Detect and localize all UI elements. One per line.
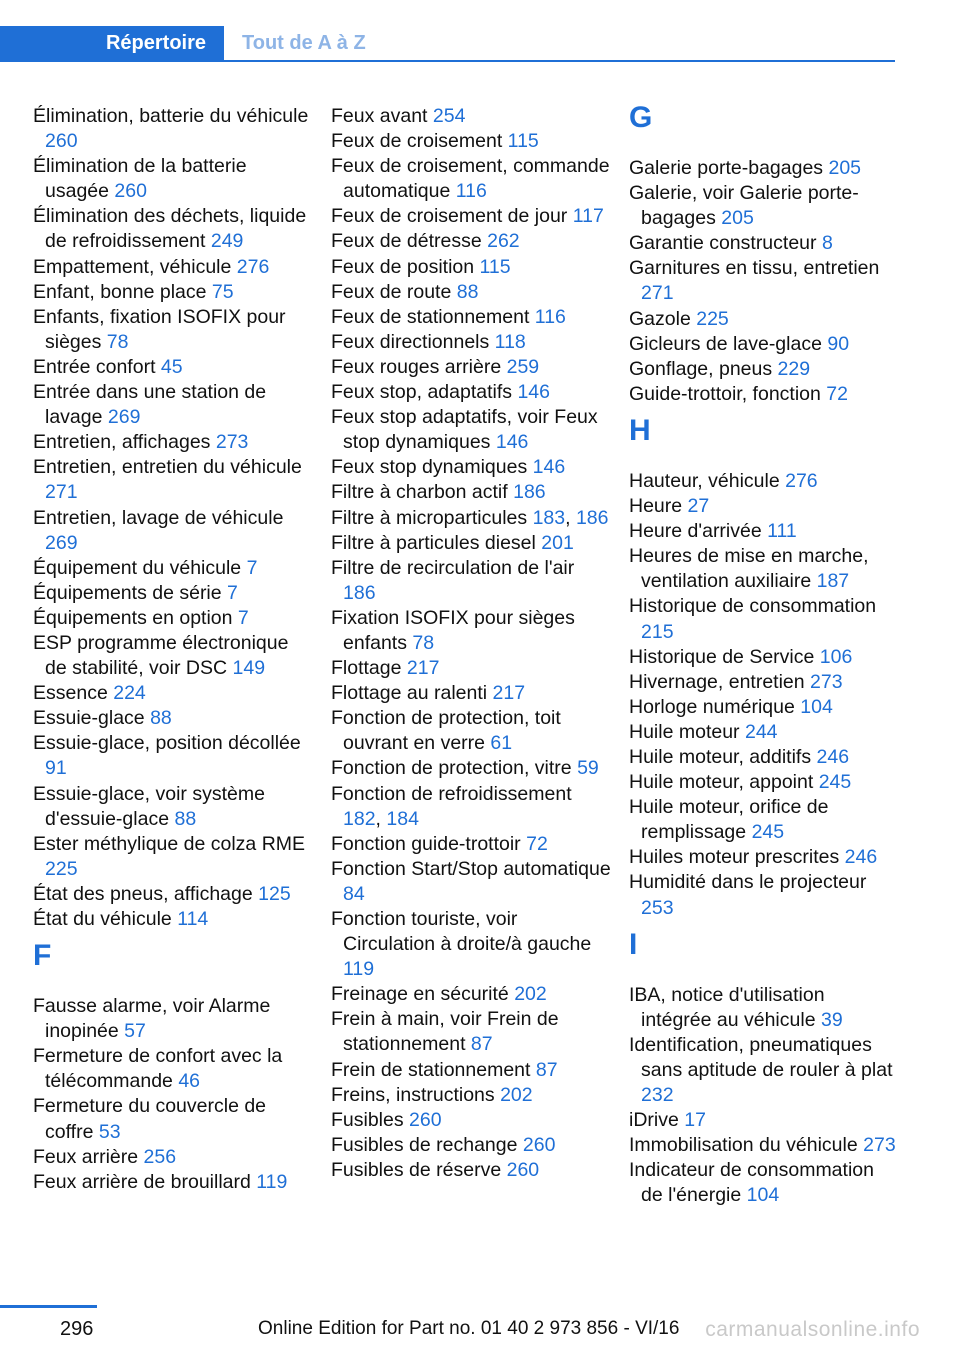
entry-text: Équipements de série <box>33 581 222 604</box>
index-entry <box>629 1158 899 1208</box>
page-link[interactable]: 246 <box>844 846 878 869</box>
index-entry <box>33 556 313 581</box>
page-link[interactable]: 90 <box>827 332 850 355</box>
entry-text: Indicateur de consommation de l'énergie <box>629 1159 874 1207</box>
index-entry <box>629 695 899 720</box>
entry-text: Flottage <box>331 657 402 680</box>
entry-text: Empattement, véhicule <box>33 255 232 278</box>
page-link[interactable]: 215 <box>641 620 674 643</box>
index-entry <box>33 255 313 280</box>
index-entry <box>33 782 313 832</box>
index-entry <box>629 1108 899 1133</box>
section-letter: H <box>629 413 651 447</box>
page-link[interactable]: 245 <box>751 821 785 844</box>
index-entry <box>33 1145 313 1170</box>
entry-text: Fonction touriste, voir Circulation à droite/à gauche <box>331 908 592 956</box>
index-entry <box>629 1033 899 1108</box>
entry-text: ESP programme électronique de stabilité, voir DSC <box>33 631 289 680</box>
index-entry <box>331 305 611 330</box>
index-entry <box>331 1058 611 1083</box>
page-link[interactable]: 260 <box>506 1158 540 1181</box>
index-entry <box>33 731 313 781</box>
page-link[interactable]: 7 <box>246 556 258 579</box>
entry-text: Feux stop dynamiques <box>331 456 528 479</box>
page-link[interactable]: 269 <box>107 406 141 429</box>
index-entry <box>629 845 899 870</box>
page-link[interactable]: 7 <box>237 606 249 629</box>
index-entry <box>331 1133 611 1158</box>
index-column-2 <box>331 104 611 1183</box>
page-link[interactable]: 273 <box>215 431 249 454</box>
entry-text: Fonction de protection, toit ouvrant en verre <box>331 707 561 755</box>
entry-text: Feux stop, adaptatifs <box>331 381 513 404</box>
page-link[interactable]: 276 <box>785 469 818 492</box>
entry-text: Équipements en option <box>33 606 233 629</box>
entry-text: Heure d'arrivée <box>629 520 762 543</box>
index-entry <box>331 104 611 129</box>
page-link[interactable]: 187 <box>816 570 850 593</box>
page-link[interactable]: 115 <box>479 255 511 278</box>
index-entry <box>331 154 611 204</box>
entry-text: Identification, pneumatiques sans aptitude de rouler à plat <box>629 1033 893 1081</box>
entry-text: Huile moteur, additifs <box>629 745 812 768</box>
entry-text: Feux rouges arrière <box>331 355 502 378</box>
entry-text: Feux arrière de brouillard <box>33 1170 251 1193</box>
index-entry <box>331 832 611 857</box>
entry-text: Freins, instructions <box>331 1083 495 1106</box>
entry-text: Galerie, voir Galerie porte-bagages <box>629 182 859 230</box>
page-link[interactable]: 276 <box>236 255 270 278</box>
page-link[interactable]: 271 <box>45 481 78 504</box>
index-entry <box>33 154 313 204</box>
index-entry <box>629 720 899 745</box>
page-link[interactable]: 88 <box>456 280 479 303</box>
entry-text: État du véhicule <box>33 908 172 930</box>
entry-text: Fusibles de rechange <box>331 1133 518 1156</box>
page-link[interactable]: 146 <box>495 431 529 454</box>
index-entry <box>331 405 611 455</box>
index-entry <box>33 280 313 305</box>
page-link[interactable]: 232 <box>641 1084 674 1106</box>
index-entry <box>331 982 611 1007</box>
index-entry <box>331 1007 611 1057</box>
index-entry <box>33 581 313 606</box>
footer-rule <box>0 1305 97 1308</box>
entry-text: Ester méthylique de colza RME <box>33 832 306 855</box>
entry-text: Frein de stationnement <box>331 1058 531 1081</box>
index-entry <box>331 606 611 656</box>
entry-text: Filtre à microparticules <box>331 506 528 529</box>
entry-text: Fonction de refroidissement <box>331 782 572 805</box>
page-link[interactable]: 205 <box>828 157 862 179</box>
entry-text: Élimination, batterie du véhicule <box>33 105 309 127</box>
page-link[interactable]: 256 <box>143 1145 177 1168</box>
page-link[interactable]: 269 <box>45 531 78 554</box>
entry-text: Enfants, fixation ISOFIX pour sièges <box>33 305 286 353</box>
entry-text: État des pneus, affichage <box>33 882 253 905</box>
page-link[interactable]: 88 <box>150 707 172 730</box>
index-entry <box>331 255 611 280</box>
entry-text: Frein à main, voir Frein de stationnement <box>331 1008 559 1056</box>
index-entry <box>331 756 611 781</box>
header-bar <box>0 26 895 62</box>
entry-text: IBA, notice d'utilisation intégrée au véhicule <box>629 983 825 1031</box>
entry-text: Fonction de protection, vitre <box>331 757 572 780</box>
entry-text: Gicleurs de lave-glace <box>629 332 822 355</box>
entry-text: Essence <box>33 682 108 705</box>
index-entry <box>331 556 611 606</box>
page-link[interactable]: 186 <box>575 506 609 529</box>
page-link[interactable]: 116 <box>455 180 487 203</box>
entry-text: Entrée dans une station de lavage <box>33 381 267 429</box>
entry-text: Gonflage, pneus <box>629 357 773 380</box>
entry-text: Feux de route <box>331 280 452 303</box>
page-link[interactable]: 273 <box>863 1134 896 1157</box>
index-entry <box>33 1170 313 1195</box>
page-link[interactable]: 114 <box>177 908 209 930</box>
page-link[interactable]: 246 <box>816 745 850 768</box>
page-link[interactable]: 17 <box>684 1109 706 1132</box>
index-entry <box>331 706 611 756</box>
page-link[interactable]: 183 <box>532 506 566 529</box>
index-entry <box>629 795 899 845</box>
index-entry <box>33 455 313 505</box>
tab-repertoire[interactable]: Répertoire <box>0 26 224 61</box>
page-link[interactable]: 118 <box>494 330 526 353</box>
page-link[interactable]: 271 <box>641 282 674 305</box>
entry-text: Historique de Service <box>629 645 815 668</box>
page-link[interactable]: 117 <box>572 205 604 228</box>
page-link[interactable]: 104 <box>746 1184 780 1207</box>
page-link[interactable]: 245 <box>818 771 852 794</box>
header-rule <box>0 60 895 62</box>
page-link[interactable]: 75 <box>211 280 234 303</box>
entry-text: Huiles moteur prescrites <box>629 846 840 869</box>
page-link[interactable]: 224 <box>113 682 146 705</box>
index-entry <box>33 907 313 932</box>
index-entry <box>331 656 611 681</box>
page-link[interactable]: 8 <box>821 232 833 255</box>
page-link[interactable]: 146 <box>517 381 550 404</box>
entry-text: Entrée confort <box>33 355 156 378</box>
page-link[interactable]: 254 <box>432 105 466 127</box>
entry-text: Fusibles <box>331 1108 404 1131</box>
entry-text: Enfant, bonne place <box>33 280 207 303</box>
entry-text: Gazole <box>629 307 691 330</box>
page-link[interactable]: 253 <box>641 896 674 919</box>
index-entry <box>331 355 611 380</box>
tab-tout-de-a-a-z[interactable]: Tout de A à Z <box>242 32 366 54</box>
entry-text: Freinage en sécurité <box>331 983 509 1006</box>
page-link[interactable]: 53 <box>98 1120 121 1143</box>
index-entry <box>629 332 899 357</box>
entry-text: Feux de croisement, commande automatique <box>331 155 610 203</box>
page-link[interactable]: 72 <box>826 382 848 405</box>
index-entry <box>629 156 899 181</box>
page-link[interactable]: 46 <box>178 1070 201 1093</box>
page-link[interactable]: 182 <box>343 807 376 830</box>
page-link[interactable]: 91 <box>45 757 67 780</box>
index-entry: Filtre à microparticules 183, 186 <box>331 506 609 529</box>
index-entry <box>331 229 611 254</box>
index-entry <box>629 469 899 494</box>
index-entry <box>33 994 313 1044</box>
entry-text: Filtre à charbon actif <box>331 481 508 504</box>
page-link[interactable]: 217 <box>406 657 440 680</box>
entry-text: Fermeture du couvercle de coffre <box>33 1095 267 1143</box>
index-entry <box>629 770 899 795</box>
index-entry <box>33 104 313 154</box>
page-link[interactable]: 217 <box>492 682 526 705</box>
entry-text: Huile moteur <box>629 720 740 743</box>
page-link[interactable]: 186 <box>343 581 376 604</box>
page-link[interactable]: 72 <box>526 832 548 855</box>
page-link[interactable]: 59 <box>577 757 599 780</box>
index-entry <box>629 870 899 920</box>
page-link[interactable]: 27 <box>687 495 710 518</box>
index-entry <box>331 907 611 982</box>
page-link[interactable]: 260 <box>522 1133 556 1156</box>
entry-text: Feux de stationnement <box>331 305 530 328</box>
entry-text: Immobilisation du véhicule <box>629 1134 858 1157</box>
index-entry <box>629 544 899 594</box>
entry-text: Historique de consommation <box>629 595 877 618</box>
index-entry <box>33 380 313 430</box>
index-entry <box>629 670 899 695</box>
page-link[interactable]: 273 <box>810 670 843 693</box>
index-entry <box>331 480 611 505</box>
index-entry <box>629 594 899 644</box>
index-entry <box>629 494 899 519</box>
index-entry <box>33 204 313 254</box>
index-column-3 <box>629 101 899 1208</box>
index-entry <box>629 645 899 670</box>
entry-text: Huile moteur, appoint <box>629 771 814 794</box>
index-entry <box>331 204 611 229</box>
index-entry <box>331 455 611 480</box>
page-link[interactable]: 45 <box>160 355 183 378</box>
page-link[interactable]: 202 <box>514 983 547 1006</box>
entry-text: Feux de croisement <box>331 130 503 153</box>
page-link[interactable]: 260 <box>409 1108 442 1131</box>
entry-text: Flottage au ralenti <box>331 682 488 705</box>
index-entry <box>331 1158 611 1183</box>
entry-text: Humidité dans le projecteur <box>629 871 867 894</box>
page-link[interactable]: 225 <box>45 857 78 880</box>
page-link[interactable]: 184 <box>386 807 419 830</box>
page-link[interactable]: 186 <box>513 481 546 504</box>
entry-text: Fonction Start/Stop automatique <box>331 857 611 880</box>
page-link[interactable]: 125 <box>258 882 291 905</box>
page-link[interactable]: 205 <box>721 207 754 230</box>
page-link[interactable]: 244 <box>744 720 778 743</box>
page-link[interactable]: 202 <box>500 1083 533 1106</box>
index-entry <box>33 1044 313 1094</box>
page-link[interactable]: 106 <box>819 645 853 668</box>
entry-text: Essuie-glace <box>33 707 145 730</box>
entry-text: Fausse alarme, voir Alarme inopinée <box>33 995 271 1043</box>
index-entry <box>331 1083 611 1108</box>
index-entry <box>629 181 899 231</box>
entry-text: Feux avant <box>331 105 428 127</box>
entry-text: Fusibles de réserve <box>331 1158 502 1181</box>
entry-text: iDrive <box>629 1109 679 1132</box>
index-entry <box>33 681 313 706</box>
index-entry <box>629 519 899 544</box>
entry-text: Filtre de recirculation de l'air <box>331 556 575 579</box>
page-link[interactable]: 88 <box>174 807 197 830</box>
index-entry <box>629 745 899 770</box>
index-entry <box>33 832 313 882</box>
index-entry <box>629 1133 899 1158</box>
page-link[interactable]: 260 <box>45 130 78 153</box>
page-link[interactable]: 111 <box>767 520 797 543</box>
entry-text: Garnitures en tissu, entretien <box>629 257 880 280</box>
entry-text: Guide-trottoir, fonction <box>629 382 821 405</box>
index-column-1 <box>33 104 313 1195</box>
entry-text: Entretien, lavage de véhicule <box>33 506 284 529</box>
entry-text: Feux directionnels <box>331 330 490 353</box>
page-link[interactable]: 201 <box>541 531 574 554</box>
index-entry <box>331 280 611 305</box>
index-entry <box>629 231 899 256</box>
entry-text: Entretien, entretien du véhicule <box>33 456 302 479</box>
entry-text: Huile moteur, orifice de remplissage <box>629 796 829 844</box>
entry-text: Hauteur, véhicule <box>629 469 780 492</box>
entry-text: Feux de détresse <box>331 230 482 253</box>
section-letter: F <box>33 939 52 973</box>
index-entry <box>331 380 611 405</box>
index-entry <box>33 631 313 681</box>
page-link[interactable]: 78 <box>106 330 129 353</box>
index-entry <box>331 531 611 556</box>
page-link[interactable]: 119 <box>343 958 375 981</box>
entry-text: Feux arrière <box>33 1145 139 1168</box>
section-letter: I <box>629 927 638 961</box>
entry-text: Feux de croisement de jour <box>331 205 568 228</box>
page-link[interactable]: 146 <box>532 456 566 479</box>
page-link[interactable]: 249 <box>210 230 244 253</box>
entry-text: Fixation ISOFIX pour sièges enfants <box>331 606 575 654</box>
index-entry <box>331 129 611 154</box>
index-entry <box>33 1094 313 1144</box>
index-entry <box>629 256 899 306</box>
index-entry <box>331 857 611 907</box>
entry-text: Élimination des déchets, liquide de refroidissement <box>33 205 307 253</box>
index-entry <box>331 1108 611 1133</box>
index-entry <box>33 506 313 556</box>
entry-text: Élimination de la batterie usagée <box>33 155 247 203</box>
entry-text: Équipement du véhicule <box>33 556 242 579</box>
page-link[interactable]: 39 <box>820 1008 843 1031</box>
page-link[interactable]: 260 <box>114 180 147 203</box>
entry-text: Feux stop adaptatifs, voir Feux stop dynamiques <box>331 406 598 454</box>
watermark: carmanualsonline.info <box>705 1318 920 1341</box>
page-link[interactable]: 262 <box>487 230 520 253</box>
page-link[interactable]: 7 <box>227 581 238 604</box>
index-entry <box>629 307 899 332</box>
entry-text: Heure <box>629 495 683 518</box>
entry-text: Fermeture de confort avec la télécommande <box>33 1045 283 1093</box>
index-entry <box>33 882 313 907</box>
index-entry <box>33 706 313 731</box>
page-link[interactable]: 119 <box>256 1170 288 1193</box>
page-link[interactable]: 149 <box>232 657 266 680</box>
page-link[interactable]: 84 <box>343 882 365 905</box>
entry-text: Filtre à particules diesel <box>331 531 536 554</box>
entry-text: Horloge numérique <box>629 695 795 718</box>
entry-text: Entretien, affichages <box>33 431 211 454</box>
page-link[interactable]: 87 <box>470 1033 493 1056</box>
entry-text: Feux de position <box>331 255 475 278</box>
page-link[interactable]: 104 <box>800 695 833 718</box>
page-link[interactable]: 116 <box>534 305 566 328</box>
entry-text: Galerie porte-bagages <box>629 157 824 179</box>
index-entry: Fonction de refroidissement 182, 184 <box>331 782 572 830</box>
index-entry <box>33 606 313 631</box>
index-entry <box>33 430 313 455</box>
index-entry <box>629 983 899 1033</box>
entry-text: Essuie-glace, position décollée <box>33 732 301 755</box>
index-entry <box>331 330 611 355</box>
page-link[interactable]: 229 <box>777 357 811 380</box>
index-entry <box>629 382 899 407</box>
index-entry <box>629 357 899 382</box>
page-link[interactable]: 225 <box>696 307 729 330</box>
page-link[interactable]: 78 <box>412 631 435 654</box>
entry-text: Garantie constructeur <box>629 232 817 255</box>
page-link[interactable]: 61 <box>490 732 513 755</box>
entry-text: Heures de mise en marche, ventilation auxiliaire <box>629 545 869 593</box>
section-letter: G <box>629 101 653 134</box>
page-link[interactable]: 259 <box>506 355 540 378</box>
page-link[interactable]: 57 <box>124 1020 146 1043</box>
entry-text: Essuie-glace, voir système d'essuie-glace <box>33 782 265 830</box>
entry-text: Fonction guide-trottoir <box>331 832 521 855</box>
page-link[interactable]: 115 <box>507 130 539 153</box>
page-link[interactable]: 87 <box>535 1058 558 1081</box>
page-number: 296 <box>60 1318 94 1340</box>
index-entry <box>331 681 611 706</box>
index-entry <box>33 355 313 380</box>
edition-info: Online Edition for Part no. 01 40 2 973 856 - VI/16 <box>258 1318 680 1339</box>
entry-text: Hivernage, entretien <box>629 670 805 693</box>
index-entry <box>33 305 313 355</box>
